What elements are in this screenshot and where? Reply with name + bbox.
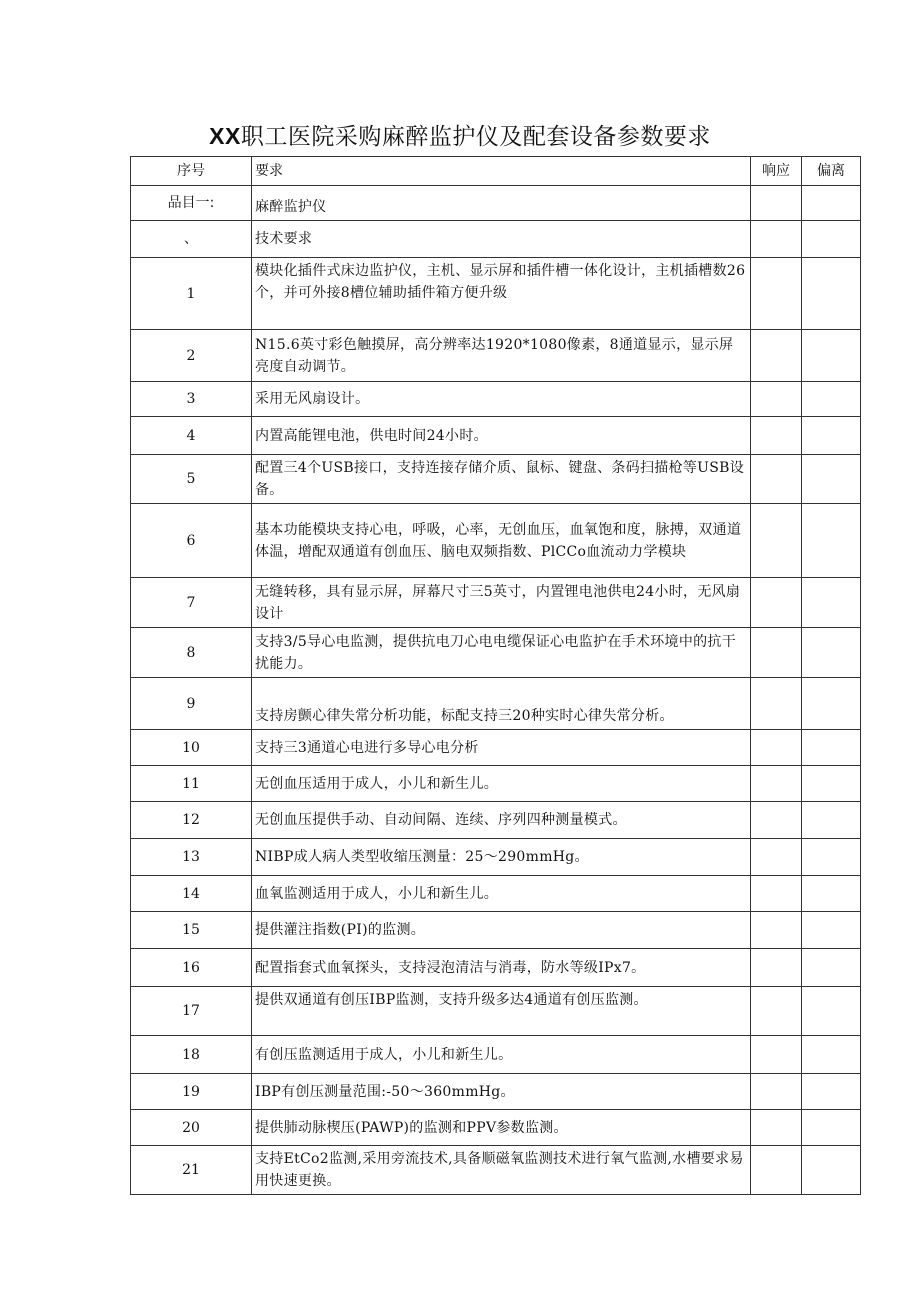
table-header-row — [131, 157, 861, 186]
row-no: 5 — [131, 455, 252, 504]
header-no: 序号 — [131, 157, 252, 186]
row-requirement: 支持三3通道心电进行多导心电分析 — [252, 730, 751, 766]
table-row — [131, 504, 861, 578]
row-no: 4 — [131, 417, 252, 455]
table-row — [131, 766, 861, 802]
row-requirement: IBP有创压测量范围:-50～360mmHg。 — [252, 1074, 751, 1110]
response-cell[interactable] — [751, 382, 802, 417]
deviation-cell[interactable] — [802, 578, 861, 628]
table-row — [131, 802, 861, 839]
row-no: 20 — [131, 1110, 252, 1146]
table-row — [131, 876, 861, 912]
deviation-cell[interactable] — [802, 1074, 861, 1110]
row-requirement: NIBP成人病人类型收缩压测量：25～290mmHg。 — [252, 839, 751, 876]
row-requirement: N15.6英寸彩色触摸屏，高分辨率达1920*1080像素，8通道显示，显示屏亮度自动调节。 — [252, 330, 751, 382]
row-requirement: 内置高能锂电池，供电时间24小时。 — [252, 417, 751, 455]
row-requirement: 采用无风扇设计。 — [252, 382, 751, 417]
deviation-cell[interactable] — [802, 1036, 861, 1074]
deviation-cell[interactable] — [802, 382, 861, 417]
deviation-cell[interactable] — [802, 912, 861, 949]
response-cell[interactable] — [751, 330, 802, 382]
row-requirement: 支持3/5导心电监测，提供抗电刀心电电缆保证心电监护在手术环境中的抗干扰能力。 — [252, 628, 751, 678]
deviation-cell[interactable] — [802, 628, 861, 678]
row-no: 12 — [131, 802, 252, 839]
row-no: 7 — [131, 578, 252, 628]
response-cell[interactable] — [751, 987, 802, 1036]
response-cell[interactable] — [751, 730, 802, 766]
row-no: 9 — [131, 678, 252, 730]
table-row — [131, 628, 861, 678]
response-cell[interactable] — [751, 1036, 802, 1074]
row-requirement: 配置指套式血氧探头，支持浸泡清洁与消毒，防水等级IPx7。 — [252, 949, 751, 987]
response-cell[interactable] — [751, 678, 802, 730]
table-row — [131, 258, 861, 330]
response-cell[interactable] — [751, 628, 802, 678]
header-response: 响应 — [751, 157, 802, 186]
response-cell[interactable] — [751, 839, 802, 876]
deviation-cell[interactable] — [802, 839, 861, 876]
deviation-cell[interactable] — [802, 766, 861, 802]
title-text: 职工医院采购麻醉监护仪及配套设备参数要求 — [240, 124, 711, 150]
deviation-cell[interactable] — [802, 949, 861, 987]
response-cell[interactable] — [751, 455, 802, 504]
row-no: 10 — [131, 730, 252, 766]
row-no: 15 — [131, 912, 252, 949]
response-cell[interactable] — [751, 1146, 802, 1195]
row-requirement: 模块化插件式床边监护仪，主机、显示屏和插件槽一体化设计，主机插槽数26个，并可外接8槽位辅助插件箱方便升级 — [252, 258, 751, 330]
deviation-cell[interactable] — [802, 1146, 861, 1195]
row-no: 13 — [131, 839, 252, 876]
row-requirement: 技术要求 — [252, 221, 751, 258]
row-no: 8 — [131, 628, 252, 678]
row-requirement: 提供肺动脉楔压(PAWP)的监测和PPV参数监测。 — [252, 1110, 751, 1146]
table-row — [131, 1074, 861, 1110]
table-row — [131, 330, 861, 382]
row-requirement: 麻醉监护仪 — [252, 186, 751, 221]
response-cell[interactable] — [751, 504, 802, 578]
document-title — [0, 118, 920, 151]
table-row — [131, 221, 861, 258]
response-cell[interactable] — [751, 766, 802, 802]
response-cell[interactable] — [751, 221, 802, 258]
table-row — [131, 382, 861, 417]
row-no: 品目一: — [131, 186, 252, 221]
row-requirement: 无创血压适用于成人，小儿和新生儿。 — [252, 766, 751, 802]
table-row — [131, 912, 861, 949]
deviation-cell[interactable] — [802, 330, 861, 382]
row-no: 6 — [131, 504, 252, 578]
row-requirement: 支持EtCo2监测,采用旁流技术,具备顺磁氧监测技术进行氧气监测,水槽要求易用快速更换。 — [252, 1146, 751, 1195]
deviation-cell[interactable] — [802, 221, 861, 258]
deviation-cell[interactable] — [802, 258, 861, 330]
deviation-cell[interactable] — [802, 1110, 861, 1146]
row-requirement: 提供双通道有创压IBP监测，支持升级多达4通道有创压监测。 — [252, 987, 751, 1036]
header-requirement: 要求 — [252, 157, 751, 186]
table-row — [131, 455, 861, 504]
deviation-cell[interactable] — [802, 186, 861, 221]
requirements-table — [130, 156, 861, 1195]
response-cell[interactable] — [751, 1110, 802, 1146]
row-no: 18 — [131, 1036, 252, 1074]
row-requirement: 配置三4个USB接口，支持连接存储介质、鼠标、键盘、条码扫描枪等USB设备。 — [252, 455, 751, 504]
row-requirement: 提供灌注指数(PI)的监测。 — [252, 912, 751, 949]
table-row — [131, 1036, 861, 1074]
row-requirement: 支持房颤心律失常分析功能，标配支持三20种实时心律失常分析。 — [252, 678, 751, 730]
row-no: 11 — [131, 766, 252, 802]
deviation-cell[interactable] — [802, 802, 861, 839]
deviation-cell[interactable] — [802, 504, 861, 578]
response-cell[interactable] — [751, 417, 802, 455]
deviation-cell[interactable] — [802, 455, 861, 504]
row-no: 16 — [131, 949, 252, 987]
table-row — [131, 949, 861, 987]
row-requirement: 无缝转移，具有显示屏，屏幕尺寸三5英寸，内置锂电池供电24小时，无风扇设计 — [252, 578, 751, 628]
deviation-cell[interactable] — [802, 987, 861, 1036]
row-requirement: 血氧监测适用于成人，小儿和新生儿。 — [252, 876, 751, 912]
table-row — [131, 678, 861, 730]
table-row — [131, 417, 861, 455]
row-no: 17 — [131, 987, 252, 1036]
row-requirement: 无创血压提供手动、自动间隔、连续、序列四种测量模式。 — [252, 802, 751, 839]
table-row — [131, 578, 861, 628]
title-prefix: XX — [209, 123, 241, 149]
response-cell[interactable] — [751, 258, 802, 330]
response-cell[interactable] — [751, 186, 802, 221]
response-cell[interactable] — [751, 876, 802, 912]
row-no: 3 — [131, 382, 252, 417]
response-cell[interactable] — [751, 912, 802, 949]
table-row — [131, 839, 861, 876]
table-row — [131, 186, 861, 221]
row-no: 19 — [131, 1074, 252, 1110]
response-cell[interactable] — [751, 949, 802, 987]
row-no: 21 — [131, 1146, 252, 1195]
deviation-cell[interactable] — [802, 417, 861, 455]
table-row — [131, 987, 861, 1036]
row-no: 2 — [131, 330, 252, 382]
deviation-cell[interactable] — [802, 730, 861, 766]
response-cell[interactable] — [751, 578, 802, 628]
table-row — [131, 1110, 861, 1146]
row-requirement: 基本功能模块支持心电，呼吸，心率，无创血压，血氧饱和度，脉搏，双通道体温，增配双通道有创血压、脑电双频指数、PlCCo血流动力学模块 — [252, 504, 751, 578]
row-no: 、 — [131, 221, 252, 258]
deviation-cell[interactable] — [802, 678, 861, 730]
header-deviation: 偏离 — [802, 157, 861, 186]
table-row — [131, 1146, 861, 1195]
response-cell[interactable] — [751, 802, 802, 839]
deviation-cell[interactable] — [802, 876, 861, 912]
response-cell[interactable] — [751, 1074, 802, 1110]
table-row — [131, 730, 861, 766]
row-no: 1 — [131, 258, 252, 330]
row-no: 14 — [131, 876, 252, 912]
row-requirement: 有创压监测适用于成人，小儿和新生儿。 — [252, 1036, 751, 1074]
